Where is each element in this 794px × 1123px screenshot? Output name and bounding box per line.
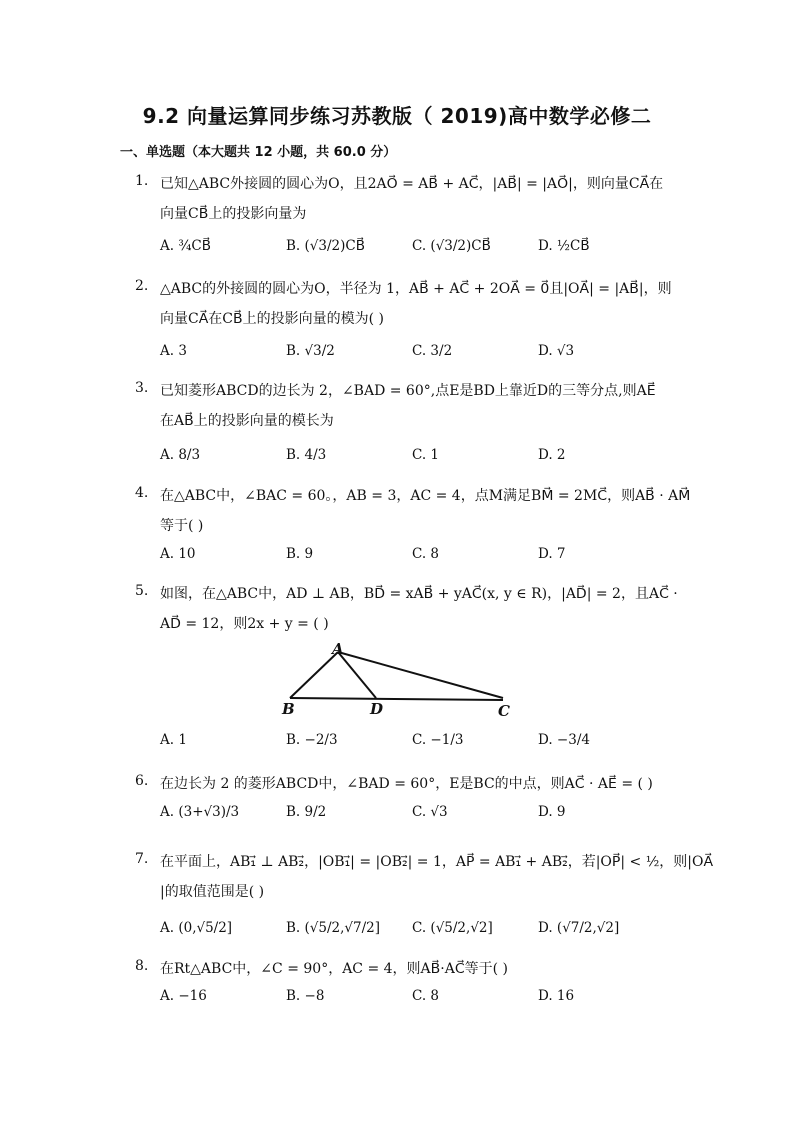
question-number: 1. <box>135 173 149 189</box>
option-b: B. −2/3 <box>286 732 338 748</box>
option-b: B. 4/3 <box>286 447 327 463</box>
segment-ad <box>338 652 376 698</box>
option-d: D. √3 <box>538 343 575 359</box>
option-d: D. 2 <box>538 447 566 463</box>
question-text-line: |的取值范围是( ) <box>160 884 265 900</box>
option-c: C. √3 <box>412 804 448 820</box>
triangle-figure <box>278 640 518 720</box>
options-row <box>160 546 680 566</box>
option-c: C. 3/2 <box>412 343 453 359</box>
option-b: B. √3/2 <box>286 343 335 359</box>
option-d: D. ½CB⃗ <box>538 238 590 254</box>
options-row <box>160 343 680 363</box>
option-d: D. 16 <box>538 988 575 1004</box>
question-text-line: 在△ABC中，∠BAC = 60。，AB = 3，AC = 4，点M满足BM⃗ = 2MC⃗，则AB⃗ · AM⃗ <box>160 488 691 504</box>
options-row <box>160 920 680 940</box>
option-a: A. (0,√5/2] <box>160 920 233 936</box>
question-text-line: AD⃗ = 12，则2x + y = ( ) <box>160 616 329 632</box>
option-d: D. 9 <box>538 804 566 820</box>
section-heading: 一、单选题（本大题共 12 小题，共 60.0 分） <box>120 145 397 160</box>
options-row <box>160 732 680 752</box>
option-a: A. ¾CB⃗ <box>160 238 212 254</box>
question-number: 3. <box>135 380 149 396</box>
option-b: B. 9 <box>286 546 314 562</box>
question-text-line: 等于( ) <box>160 518 204 534</box>
option-c: C. 1 <box>412 447 440 463</box>
option-c: C. −1/3 <box>412 732 464 748</box>
question-text-line: 在Rt△ABC中，∠C = 90°，AC = 4，则AB⃗·AC⃗等于( ) <box>160 961 508 977</box>
option-b: B. −8 <box>286 988 325 1004</box>
options-row <box>160 447 680 467</box>
option-a: A. 3 <box>160 343 187 359</box>
option-a: A. (3+√3)/3 <box>160 804 240 820</box>
label-a: A <box>332 640 344 658</box>
option-c: C. 8 <box>412 546 440 562</box>
question-text-line: 在平面上，AB₁⃗ ⊥ AB₂⃗，|OB₁⃗| = |OB₂⃗| = 1，AP⃗ = AB₁⃗ + AB₂⃗，若|OP⃗| < ½，则|OA⃗ <box>160 854 714 870</box>
question-text-line: 如图，在△ABC中，AD ⊥ AB，BD⃗ = xAB⃗ + yAC⃗(x, y ∈ R)，|AD⃗| = 2，且AC⃗ · <box>160 586 678 602</box>
option-b: B. (√5/2,√7/2] <box>286 920 380 936</box>
option-a: A. −16 <box>160 988 207 1004</box>
option-a: A. 10 <box>160 546 196 562</box>
question-number: 7. <box>135 851 149 867</box>
option-a: A. 1 <box>160 732 187 748</box>
question-text-line: 已知△ABC外接圆的圆心为O，且2AO⃗ = AB⃗ + AC⃗，|AB⃗| = |AO⃗|，则向量CA⃗在 <box>160 176 664 192</box>
option-d: D. (√7/2,√2] <box>538 920 620 936</box>
option-c: C. 8 <box>412 988 440 1004</box>
question-text-line: △ABC的外接圆的圆心为O，半径为 1，AB⃗ + AC⃗ + 2OA⃗ = 0⃗且|OA⃗| = |AB⃗|，则 <box>160 281 672 297</box>
option-d: D. −3/4 <box>538 732 590 748</box>
question-text-line: 向量CA⃗在CB⃗上的投影向量的模为( ) <box>160 311 384 327</box>
label-c: C <box>498 702 510 720</box>
question-number: 6. <box>135 773 149 789</box>
options-row <box>160 804 680 824</box>
question-number: 4. <box>135 485 149 501</box>
options-row <box>160 988 680 1008</box>
question-text-line: 向量CB⃗上的投影向量为 <box>160 206 307 222</box>
option-c: C. (√5/2,√2] <box>412 920 493 936</box>
label-d: D <box>370 700 384 718</box>
option-b: B. (√3/2)CB⃗ <box>286 238 365 254</box>
question-number: 8. <box>135 958 149 974</box>
option-b: B. 9/2 <box>286 804 327 820</box>
question-text-line: 已知菱形ABCD的边长为 2，∠BAD = 60°,点E是BD上靠近D的三等分点,则AE⃗ <box>160 383 656 399</box>
segment-ac <box>338 652 503 698</box>
segment-bc <box>290 698 503 700</box>
question-number: 2. <box>135 278 149 294</box>
question-text-line: 在AB⃗上的投影向量的模长为 <box>160 413 334 429</box>
question-text-line: 在边长为 2 的菱形ABCD中，∠BAD = 60°，E是BC的中点，则AC⃗ · AE⃗ = ( ) <box>160 776 653 792</box>
option-d: D. 7 <box>538 546 566 562</box>
label-b: B <box>282 700 295 718</box>
option-a: A. 8/3 <box>160 447 201 463</box>
question-number: 5. <box>135 583 149 599</box>
option-c: C. (√3/2)CB⃗ <box>412 238 491 254</box>
options-row <box>160 238 680 258</box>
document-title: 9.2 向量运算同步练习苏教版（ 2019)高中数学必修二 <box>142 104 652 128</box>
segment-ab <box>290 652 338 698</box>
